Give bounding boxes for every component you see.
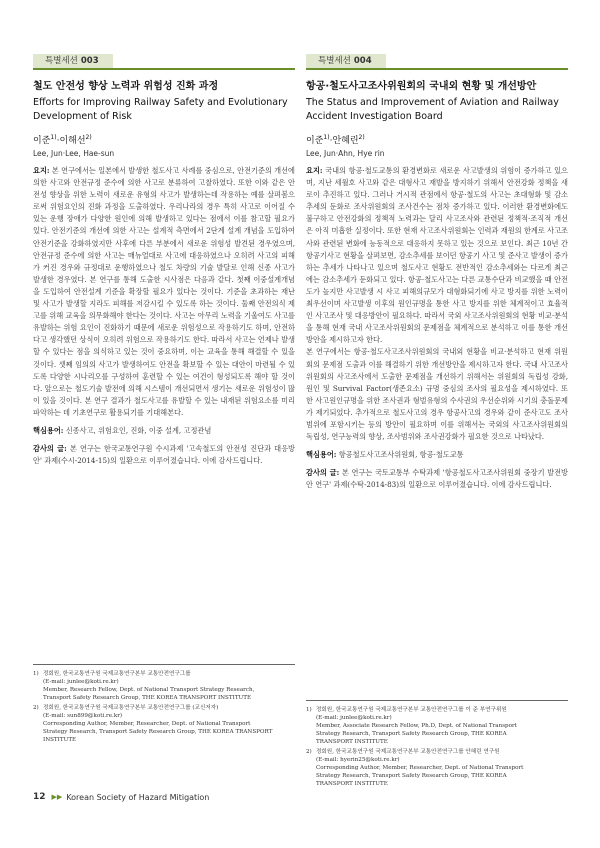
article-title-ko: 항공·철도사고조사위원회의 국내외 현황 및 개선방안 (306, 81, 537, 92)
footnote: 1) 정회원, 한국교통연구원 국제교통연구본부 교통안전연구그룹 이 준 부연구위원 (E-mail: junlee@koti.re.kr) Member, Associate Research Fellow, Ph.D, Dept. of National Transport Strategy Research, Transport Safety Research Group, THE KOREA TRANSPORT INSTITUTE (306, 707, 517, 745)
article-title-en: Efforts for Improving Railway Safety and Evolutionary Development of Risk (33, 97, 288, 122)
footnotes-left (33, 664, 295, 746)
left-article (33, 54, 295, 467)
footnote: 2) 정회원, 한국교통연구원 국제교통연구본부 교통안전연구그룹 (교신저자) (E-mail: sun899@koti.re.kr) Corresponding Author, Member, Researcher, Dept. of National Transport Strategy Research, Transport Safety Research Group, THE KOREA TRANSPORT INSTITUTE (33, 705, 273, 743)
authors-ko: 이준$^{1)}$·안혜린$^{2)}$ (306, 134, 365, 146)
session-label: 특별세션 003 (33, 54, 113, 68)
article-title-en: The Status and Improvement of Aviation and Railway Accident Investigation Board (306, 97, 559, 122)
page-number: 12 (33, 792, 46, 802)
authors-en: Lee, Jun·Ahn, Hye rin (306, 149, 385, 158)
article-title-ko: 철도 안전성 향상 노력과 위험성 진화 과정 (33, 81, 219, 92)
footnotes-right (306, 700, 568, 790)
authors-ko: 이준$^{1)}$·이해선$^{2)}$ (33, 134, 92, 146)
double-arrow-icon: ▶▶ (51, 793, 63, 801)
footnote: 2) 정회원, 한국교통연구원 국제교통연구본부 교통안전연구그룹 안혜린 연구원 (E-mail: hyerin25@koti.re.kr) Corresponding Author, Member, Researcher, Dept. of National Transport Strategy Research, Transport Safety Research Group, THE KOREA TRANSPORT INSTITUTE (306, 749, 524, 787)
authors-en: Lee, Jun·Lee, Hae-sun (33, 149, 115, 158)
page-footer (33, 792, 209, 802)
session-tab (33, 54, 295, 70)
session-label: 특별세션 004 (306, 54, 386, 68)
abstract: 요지: 본 연구에서는 일본에서 발생한 철도사고 사례를 중심으로, 안전기준의 개선에 의한 사고와 안전규정 준수에 의한 사고로 분류하여 고찰하였다. 또한 이와 같은 안전성 향상을 위한 노력이 새로운 유형의 사고가 발생하는데 작용하는 예를 살펴봄으로써 위험요인의 진화 과정을 도출하였다. 우리나라의 경우 특히 사고로 이어질 수 있는 운행 장애가 다양한 원인에 의해 발생하고 있다는 점에서 이를 참고할 필요가 있다. 안전기준의 개선에 의한 사고는 설계적 측면에서 2단계 설계 개념을 도입하여 안전기준을 강화하였지만 사후에 다른 부분에서 새로운 위험성 발견된 경우였으며, 안전규정 준수에 의한 사고는 매뉴얼대로 사고에 대응하였으나 오히려 사고의 피해가 커진 경우와 규정대로 운행하였으나 철도 차량의 기술 발달로 인해 신종 사고가 발생한 경우였다. 본 연구를 통해 도출한 시사점은 다음과 같다. 첫째 이중설계개념을 도입하여 안전설계 기준을 확장할 필요가 있다는 것이다. 기준을 초과하는 재난 및 사고가 발생할 지라도 피해를 저감시킬 수 있도록 하는 것이다. 둘째 안전의식 제고를 위해 교육을 의무화해야 한다는 것이다. 사고는 아무리 노력을 기울여도 사고를 유발하는 위험 요인이 진화하기 때문에 새로운 위험성으로 작용하기도 하며, 안전하다고 생각했던 상식이 오히려 위험으로 작용하기도 한다. 따라서 사고는 언제나 발생할 수 있다는 점을 의식하고 있는 것이 중요하며, 이는 교육을 통해 해결할 수 있을 것이다. 셋째 임의의 사고가 발생하여도 안전을 확보할 수 있는 대안이 마련될 수 있도록 다양한 시나리오를 구성하여 훈련할 수 있는 여건이 형성되도록 해야 할 것이다. 앞으로는 철도기술 발전에 의해 시스템이 개선되면서 생기는 새로운 위험성이 많이 있을 것이다. 본 연구 결과가 철도사고를 유발할 수 있는 내재된 위험요소를 미리 파악하는 데 기초연구로 활용되기를 기대해본다. (33, 166, 295, 417)
acknowledgement: 감사의 글: 본 연구는 국토교통부 수탁과제 '항공철도사고조사위원회 중장기 발전방안 연구' 과제(수탁-2014-83)의 일환으로 이루어졌습니다. 이에 감사드립니다. (306, 468, 568, 490)
session-number: 003 (80, 56, 99, 66)
abstract: 요지: 국내의 항공·철도교통의 환경변화로 새로운 사고발생의 위험이 증가하고 있으며, 지난 세월호 사고와 같은 대형사고 재발을 방지하기 위해서 안전강화 정책을 새로이 추진하고 있다. 그러나 거시적 관점에서 항공·철도의 사고는 초대형화 및 감소 추세의 둔화로 조사위원회의 조사건수는 점차 증가하고 있다. 이러한 환경변화에도 불구하고 안전강화의 정책적 노력과는 달리 사고조사와 관련된 정책적·조직적 개선은 아직 미흡한 실정이다. 또한 현재 사고조사위원회는 인력과 재원의 한계로 사고조사와 관련된 변화에 능동적으로 대응하지 못하고 있는 것으로 보인다. 최근 10년 간 항공기사고 현황을 살펴보면, 감소추세를 보이던 항공기 사고 및 준사고 발생이 증가하는 추세가 나타나고 있으며 철도사고 현황도 전반적인 감소추세와는 다르게 최근에는 감소추세가 둔화되고 있다. 항공·철도사고는 다른 교통수단과 비교했을 때 안전도가 높지만 사고발생 시 사고 피해의규모가 대형화되기에 사고 방지를 위한 노력이 최우선이며 사고발생 이후의 원인규명을 통한 사고 방지를 위한 체계적이고 효율적인 사고조사 및 대응방안이 필요하다. 따라서 국외 사고조사위원회의 현황 비교·분석을 통해 현재 국내 사고조사위원회의 문제점을 체계적으로 분석하고 이를 통한 개선방안을 제시하고자 한다. 본 연구에서는 항공·철도사고조사위원회의 국내외 현황을 비교·분석하고 현재 위원회의 문제점 도출과 이를 해결하기 위한 개선방안을 제시하고자 한다. 국내 사고조사위원회의 사고조사에서 도출한 문제점을 개선하기 위해서는 위원회의 독립성 강화, 원인 및 Survival Factor(생존요소) 규명 중심의 조사의 필요성을 제시하였다. 또한 사고원인규명을 위한 조사권과 형벌유형의 수사권의 우선순위와 시기의 충돌문제가 제기되었다. 추가적으로 철도사고의 경우 항공사고의 경우와 같이 준사고도 조사범위에 포함시키는 등의 방안이 필요하며 이를 위해서는 국외의 사고조사위원회의 독립성, 연구능력의 향상, 조사범위와 조사권강화가 필요한 것으로 나타났다. (306, 166, 568, 442)
session-number: 004 (353, 56, 372, 66)
keywords: 핵심용어: 항공철도사고조사위원회, 항공·철도교통 (306, 450, 464, 460)
acknowledgement: 감사의 글: 본 연구는 한국교통연구원 수시과제 '고속철도의 안전성 진단과 대응방안' 과제(수시-2014-15)의 일환으로 이루어졌습니다. 이에 감사드립니다. (33, 444, 295, 466)
publication-name: Korean Society of Hazard Mitigation (66, 792, 210, 802)
keywords: 핵심용어: 신종사고, 위험요인, 진화, 이중 설계, 고정관념 (33, 425, 212, 435)
session-tab (306, 54, 568, 70)
right-article (306, 54, 568, 491)
footnote: 1) 정회원, 한국교통연구원 국제교통연구본부 교통안전연구그룹 (E-mail: junlee@koti.re.kr) Member, Research Fellow, Dept. of National Transport Strategy Research, Transport Safety Research Group, THE KOREA TRANSPORT INSTITUTE (33, 671, 255, 701)
